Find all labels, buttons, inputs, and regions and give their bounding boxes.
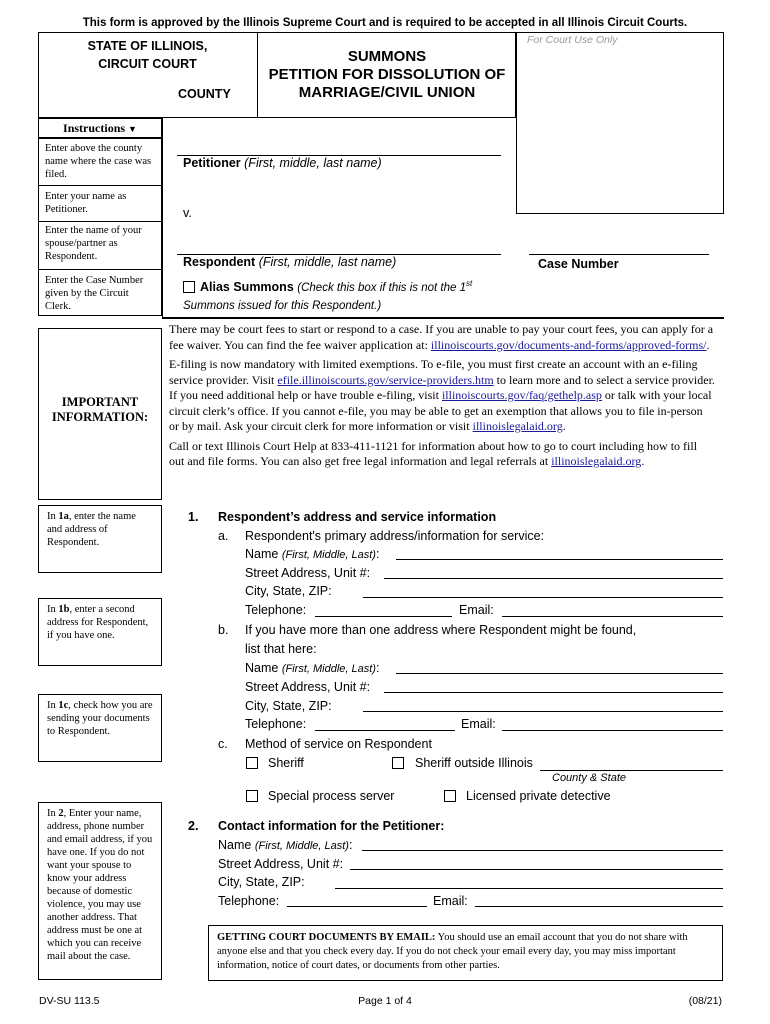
note-1a: In 1a, enter the name and address of Respondent. <box>38 505 162 573</box>
email-notice-heading: GETTING COURT DOCUMENTS BY EMAIL: <box>217 932 436 943</box>
revision-date: (08/21) <box>688 995 722 1007</box>
chevron-down-icon: ▼ <box>128 124 137 134</box>
section-2-number: 2. <box>188 819 199 833</box>
alias-summons-hint: Summons issued for this Respondent.) <box>183 300 382 312</box>
pet-email-input[interactable] <box>475 906 723 907</box>
pet-city-input[interactable] <box>335 888 723 889</box>
instructions-header[interactable] <box>38 118 162 138</box>
resp2-phone-label: Telephone: <box>245 717 307 731</box>
court-line: CIRCUIT COURT <box>98 57 197 71</box>
resp2-street-input[interactable] <box>384 692 723 693</box>
important-info-label: IMPORTANT INFORMATION: <box>51 395 149 424</box>
process-server-checkbox[interactable] <box>246 790 258 802</box>
resp1-street-input[interactable] <box>384 578 723 579</box>
approval-notice: This form is approved by the Illinois Supreme Court and is required to be accepted in all Illinois Circuit Courts. <box>82 17 688 29</box>
resp1-email-label: Email: <box>459 603 494 617</box>
form-id: DV-SU 113.5 <box>39 995 100 1007</box>
note-2: In 2, Enter your name, address, phone number and email address, if you have one. If you do not want your spouse to know your address because of domestic violence, you may use another address. That address must be one at which you can receive mail about the case. <box>38 802 162 980</box>
email-notice-text: You should use an email account that you do not share with anyone else and that you check every day. If you do not check your email every day, you may miss important information, notice of court dates, or documents from other parties. <box>217 932 688 971</box>
title-line-1: SUMMONS <box>347 48 427 65</box>
sheriff-outside-label: Sheriff outside Illinois <box>415 756 533 770</box>
sheriff-label: Sheriff <box>268 756 304 770</box>
caption-left-border <box>162 118 163 318</box>
section-1-number: 1. <box>188 510 199 524</box>
fee-waiver-paragraph: There may be court fees to start or respond to a case. If you are unable to pay your court fees, you can apply for a fee waiver. You can find the fee waiver application at: illinoiscourts.gov/documents-and-forms/approved-forms/. <box>169 322 714 352</box>
section-1a-text: Respondent's primary address/information for service: <box>245 529 545 543</box>
private-detective-checkbox[interactable] <box>444 790 456 802</box>
section-1b-text: If you have more than one address where Respondent might be found, <box>245 623 637 637</box>
process-server-label: Special process server <box>268 789 395 803</box>
resp1-phone-label: Telephone: <box>245 603 307 617</box>
resp2-name-label: Name (First, Middle, Last): <box>245 661 380 675</box>
pet-street-input[interactable] <box>350 869 723 870</box>
case-number-input[interactable] <box>529 254 709 255</box>
instruction-petitioner: Enter your name as Petitioner. <box>38 186 162 222</box>
resp1-name-input[interactable] <box>396 559 723 560</box>
petitioner-label: Petitioner (First, middle, last name) <box>183 156 382 170</box>
alias-summons-label: Alias Summons (Check this box if this is not the 1st <box>200 279 473 295</box>
resp1-email-input[interactable] <box>502 616 723 617</box>
resp2-email-label: Email: <box>461 717 496 731</box>
pet-name-input[interactable] <box>362 850 723 851</box>
efiling-paragraph: E-filing is now mandatory with limited exemptions. To e-file, you must first create an account with an e-filing service provider. Visit efile.illinoiscourts.gov/service-providers.htm to learn more and to select a service provider. If you need additional help or have trouble e-filing, visit illinoiscourts.gov/faq/gethelp.asp or talk with your local circuit clerk’s office. If you cannot e-file, you may be able to get an exemption that allows you to file in-person or by mail. Ask your circuit clerk for more information or visit illinoislegalaid.org. <box>169 357 715 433</box>
resp1-city-label: City, State, ZIP: <box>245 584 332 598</box>
county-label: COUNTY <box>178 87 231 101</box>
court-help-paragraph: Call or text Illinois Court Help at 833-411-1121 for information about how to go to court including how to fill out and file forms. You can also get free legal information and legal referrals at illinoislegalaid.org. <box>169 438 698 468</box>
county-state-label: County & State <box>552 772 626 784</box>
resp2-email-input[interactable] <box>502 730 723 731</box>
court-use-only-label: For Court Use Only <box>527 34 618 46</box>
email-notice-box <box>208 925 723 981</box>
section-1b-letter: b. <box>218 623 229 637</box>
legal-aid-link-2[interactable]: illinoislegalaid.org <box>551 454 642 468</box>
pet-phone-label: Telephone: <box>218 894 280 908</box>
resp1-phone-input[interactable] <box>315 616 452 617</box>
resp1-street-label: Street Address, Unit #: <box>245 566 371 580</box>
resp2-city-input[interactable] <box>363 711 723 712</box>
instruction-case-number: Enter the Case Number given by the Circuit Clerk. <box>38 270 162 316</box>
resp2-street-label: Street Address, Unit #: <box>245 680 371 694</box>
title-line-2: PETITION FOR DISSOLUTION OF <box>268 66 506 83</box>
pet-phone-input[interactable] <box>287 906 427 907</box>
section-2-heading: Contact information for the Petitioner: <box>218 819 445 833</box>
form-title <box>258 48 516 102</box>
section-1a-letter: a. <box>218 529 229 543</box>
sheriff-checkbox[interactable] <box>246 757 258 769</box>
respondent-label: Respondent (First, middle, last name) <box>183 255 397 269</box>
service-providers-link[interactable]: efile.illinoiscourts.gov/service-providers.htm <box>277 372 494 387</box>
county-input[interactable] <box>62 86 172 100</box>
pet-name-label: Name (First, Middle, Last): <box>218 838 353 852</box>
county-state-input[interactable] <box>540 770 723 771</box>
sheriff-outside-checkbox[interactable] <box>392 757 404 769</box>
important-info-text <box>169 322 715 474</box>
alias-summons-checkbox[interactable] <box>183 281 195 293</box>
pet-email-label: Email: <box>433 894 468 908</box>
resp2-phone-input[interactable] <box>315 730 455 731</box>
resp1-name-label: Name (First, Middle, Last): <box>245 547 380 561</box>
court-use-only-box <box>516 32 724 214</box>
page-number: Page 1 of 4 <box>358 995 412 1007</box>
instruction-county: Enter above the county name where the case was filed. <box>38 138 162 186</box>
instructions-label: Instructions <box>63 121 126 135</box>
case-number-label: Case Number <box>538 257 619 271</box>
resp2-city-label: City, State, ZIP: <box>245 699 332 713</box>
caption-bottom-rule <box>162 317 724 319</box>
pet-city-label: City, State, ZIP: <box>218 875 305 889</box>
fee-waiver-link[interactable]: illinoiscourts.gov/documents-and-forms/approved-forms/ <box>430 337 707 352</box>
instruction-respondent: Enter the name of your spouse/partner as Respondent. <box>38 222 162 270</box>
title-line-3: MARRIAGE/CIVIL UNION <box>298 84 476 101</box>
resp1-city-input[interactable] <box>363 597 723 598</box>
gethelp-link[interactable]: illinoiscourts.gov/faq/gethelp.asp <box>441 388 602 402</box>
pet-street-label: Street Address, Unit #: <box>218 857 344 871</box>
section-1c-letter: c. <box>218 737 228 751</box>
note-1b: In 1b, enter a second address for Respondent, if you have one. <box>38 598 162 666</box>
legal-aid-link-1[interactable]: illinoislegalaid.org <box>472 419 563 433</box>
section-1-heading: Respondent’s address and service information <box>218 510 497 524</box>
section-1c-text: Method of service on Respondent <box>245 737 432 751</box>
section-1b-text2: list that here: <box>245 642 317 656</box>
resp2-name-input[interactable] <box>396 673 723 674</box>
note-1c: In 1c, check how you are sending your documents to Respondent. <box>38 694 162 762</box>
private-detective-label: Licensed private detective <box>466 789 611 803</box>
versus-label: v. <box>183 206 192 220</box>
state-line: STATE OF ILLINOIS, <box>87 39 208 53</box>
